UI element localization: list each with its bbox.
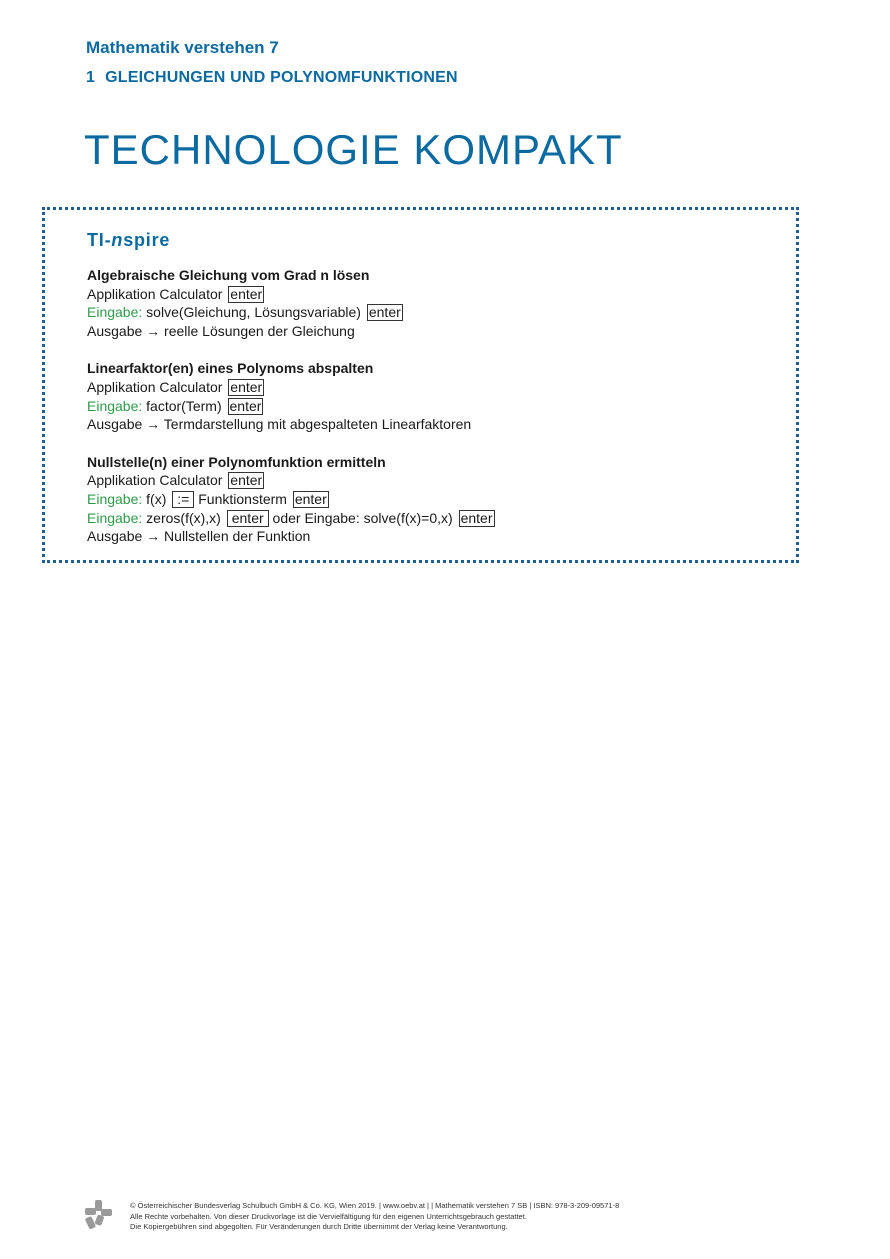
chapter-number: 1 — [86, 69, 96, 86]
input-line: Eingabe: f(x) := Funktionsterm enter — [87, 491, 327, 508]
footer-copyright: © Österreichischer Bundesverlag Schulbuch GmbH & Co. KG, Wien 2019. | www.oebv.at | | Mathematik verstehen 7 SB | ISBN: 978-3-209-09571-8 Alle Rechte vorbehalten. Von dieser Druckvorlage ist die Vervielfältigung für den eigenen Unterrichtsgebrauch gestattet. Die Kopiergebühren sind abgegolten. Für Veränderungen durch Dritte übernimmt der Verlag keine Verantwortung. — [130, 1201, 620, 1231]
enter-key: enter — [294, 491, 327, 508]
section-solve-equation — [87, 266, 787, 341]
enter-key: enter — [229, 397, 262, 414]
app-line: Applikation Calculator enter — [87, 285, 263, 302]
enter-key: enter — [368, 304, 401, 321]
input-label: Eingabe: — [87, 509, 143, 526]
book-title: Mathematik verstehen 7 — [86, 38, 279, 57]
box-heading: TI-nspire — [87, 230, 171, 250]
section-zeros — [87, 453, 787, 547]
enter-key: enter — [460, 509, 493, 526]
enter-key: enter — [230, 285, 263, 302]
app-line: Applikation Calculator enter — [87, 379, 263, 396]
enter-key: enter — [230, 472, 263, 489]
section-title: Algebraische Gleichung vom Grad n lösen — [87, 267, 370, 283]
section-title: Nullstelle(n) einer Polynomfunktion ermitteln — [87, 453, 386, 470]
output-line: Ausgabe → reelle Lösungen der Gleichung — [87, 323, 355, 340]
chapter-heading — [86, 69, 458, 87]
input-label: Eingabe: — [87, 304, 143, 321]
output-line: Ausgabe → Termdarstellung mit abgespalteten Linearfaktoren — [87, 416, 472, 433]
app-line: Applikation Calculator enter — [87, 472, 263, 489]
input-line: Eingabe: solve(Gleichung, Lösungsvariable) enter — [87, 304, 401, 321]
input-label: Eingabe: — [87, 397, 143, 414]
publisher-logo-icon — [84, 1200, 112, 1230]
output-line: Ausgabe → Nullstellen der Funktion — [87, 528, 311, 545]
section-title: Linearfaktor(en) eines Polynoms abspalten — [87, 360, 374, 377]
enter-key: enter — [227, 510, 269, 527]
section-factor — [87, 359, 787, 434]
assign-key: := — [172, 491, 194, 508]
ti-nspire-box — [42, 207, 799, 563]
enter-key: enter — [230, 379, 263, 396]
chapter-title: GLEICHUNGEN UND POLYNOMFUNKTIONEN — [105, 69, 458, 86]
box-content — [87, 266, 787, 565]
input-line-2: Eingabe: zeros(f(x),x) enter oder Eingabe: solve(f(x)=0,x) enter — [87, 509, 493, 526]
input-line: Eingabe: factor(Term) enter — [87, 397, 262, 414]
input-label: Eingabe: — [87, 491, 143, 508]
page-title: TECHNOLOGIE KOMPAKT — [84, 126, 623, 173]
